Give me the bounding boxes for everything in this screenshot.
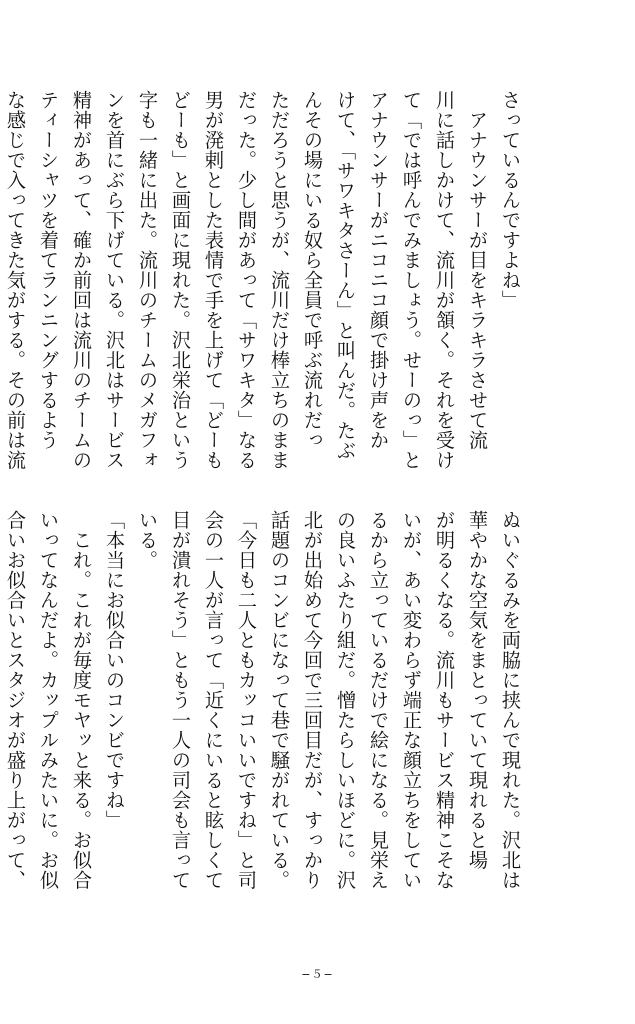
text-column: 「本当にお似合いのコンビですね」 <box>103 510 126 830</box>
text-column: 川に話しかけて、流川が頷く。それを受け <box>433 90 456 470</box>
text-column: な感じで入ってきた気がする。その前は流 <box>4 90 27 470</box>
text-column: いる。 <box>136 510 159 570</box>
text-block-bottom <box>4 510 527 902</box>
text-column: ティーシャツを着てランニングするよう <box>37 90 60 450</box>
text-column: るから立っているだけで絵になる。見栄え <box>367 510 390 890</box>
text-column: が明るくなる。流川もサービス精神こそな <box>433 510 456 890</box>
text-column: これ。これが毎度モヤッと来る。お似合 <box>70 510 93 890</box>
page-number: −５− <box>301 968 334 981</box>
text-column: ンを首にぶら下げている。沢北はサービス <box>103 90 126 470</box>
text-column: ぬいぐるみを両脇に挟んで現れた。沢北は <box>499 510 522 890</box>
text-column: いってなんだよ。カップルみたいに。お似 <box>37 510 60 890</box>
text-column: の良いふたり組だ。憎たらしいほどに。沢 <box>334 510 357 890</box>
text-column: 華やかな空気をまとっていて現れると場 <box>466 510 489 870</box>
text-column: 男が溌剌とした表情で手を上げて「どーも <box>202 90 225 470</box>
text-column: どーも」と画面に現れた。沢北栄治という <box>169 90 192 470</box>
text-column: さっているんですよね」 <box>499 90 522 310</box>
text-block-top <box>4 90 527 488</box>
text-column: ただろうと思うが、流川だけ棒立ちのまま <box>268 90 291 470</box>
text-column: アナウンサーがニコニコ顔で掛け声をか <box>367 90 390 450</box>
text-column: て「では呼んでみましょう。せーのっ」と <box>400 90 423 470</box>
text-column: 合いお似合いとスタジオが盛り上がって、 <box>4 510 27 890</box>
text-column: 会の一人が言って「近くにいると眩しくて <box>202 510 225 890</box>
text-column: んその場にいる奴ら全員で呼ぶ流れだっ <box>301 90 324 450</box>
text-column: 「今日も二人ともカッコいいですね」と司 <box>235 510 258 890</box>
text-column: 目が潰れそう」ともう一人の司会も言って <box>169 510 192 890</box>
text-column: アナウンサーが目をキラキラさせて流 <box>466 90 489 450</box>
text-column: 字も一緒に出た。流川のチームのメガフォ <box>136 90 159 470</box>
text-column: だった。少し間があって「サワキタ」なる <box>235 90 258 470</box>
text-column: 話題のコンビになって巷で騒がれている。 <box>268 510 291 890</box>
text-column: いが、あい変わらず端正な顔立ちをしてい <box>400 510 423 890</box>
text-column: 北が出始めて今回で三回目だが、すっかり <box>301 510 324 890</box>
text-column: 精神があって、確か前回は流川のチームの <box>70 90 93 470</box>
text-column: けて、「サワキタさーん」と叫んだ。たぶ <box>334 90 357 461</box>
